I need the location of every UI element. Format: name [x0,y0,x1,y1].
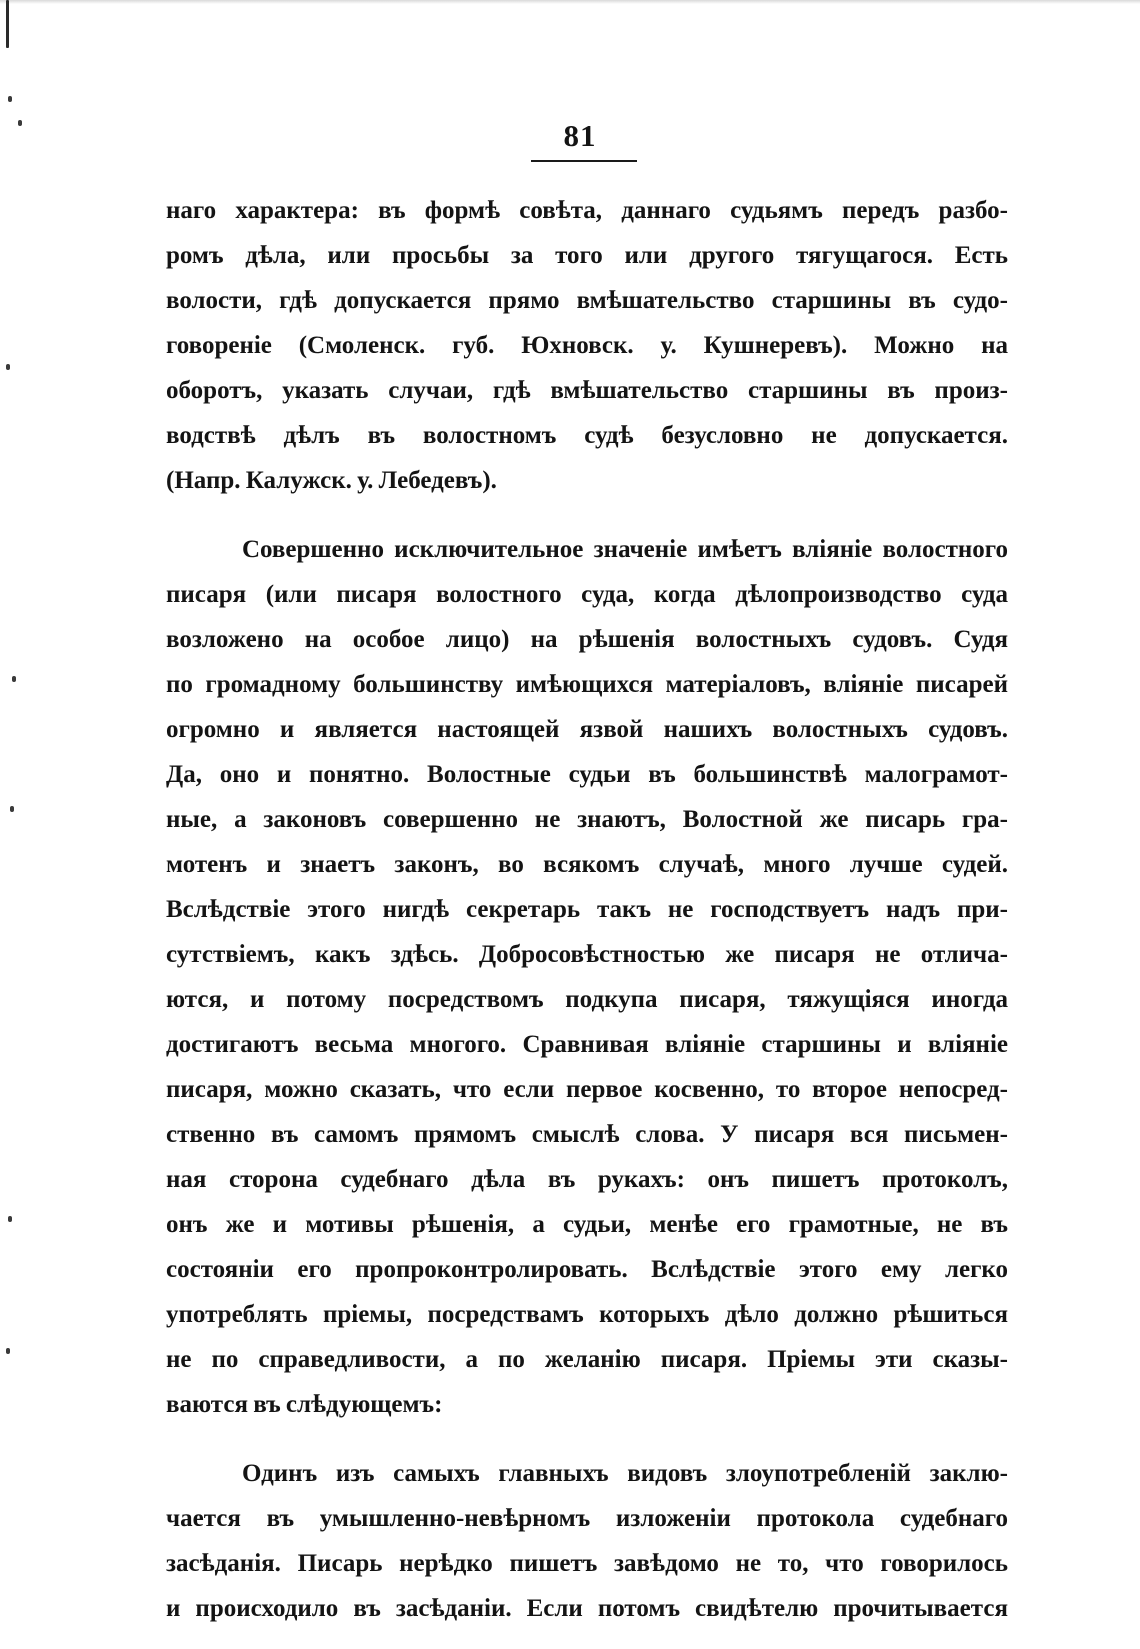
text-line: Вслѣдствіе этого нигдѣ секретарь такъ не господствуетъ надъ при- [166,896,1008,923]
scan-speck [10,806,14,812]
text-line: достигаютъ весьма многого. Сравнивая вліяніе старшины и вліяніе [166,1031,1008,1058]
page-number: 81 [563,118,597,153]
text-line: огромно и является настоящей язвой нашихъ волостныхъ судовъ. [166,716,1008,743]
text-line: засѣданія. Писарь нерѣдко пишетъ завѣдомо не то, что говорилось [166,1550,1008,1577]
scan-speck [8,96,12,102]
text-line: мотенъ и знаетъ законъ, во всякомъ случаѣ, много лучше судей. [166,851,1008,878]
text-line: ромъ дѣла, или просьбы за того или другого тягущагося. Есть [166,242,1008,269]
text-line: состояніи его пропроконтролировать. Вслѣдствіе этого ему легко [166,1256,1008,1283]
text-line: чается въ умышленно-невѣрномъ изложеніи протокола судебнаго [166,1505,1008,1532]
text-line: наго характера: въ формѣ совѣта, даннаго судьямъ передъ разбо- [166,197,1008,224]
text-line: писаря (или писаря волостного суда, когда дѣлопроизводство суда [166,581,1008,608]
text-line: по громадному большинству имѣющихся матеріаловъ, вліяніе писарей [166,671,1008,698]
text-line: сутствіемъ, какъ здѣсь. Добросовѣстностью же писаря не отлича- [166,941,1008,968]
text-line: писаря, можно сказать, что если первое косвенно, то второе непосред- [166,1076,1008,1103]
scan-speck [6,1348,10,1354]
text-line: ные, а законовъ совершенно не знаютъ, Волостной же писарь гра- [166,806,1008,833]
text-line: ются, и потому посредствомъ подкупа писаря, тяжущіяся иногда [166,986,1008,1013]
scan-speck [18,120,22,126]
text-line: онъ же и мотивы рѣшенія, а судьи, менѣе его грамотные, не въ [166,1211,1008,1238]
paragraph-gap [166,1427,1008,1451]
paragraph [166,1451,1008,1631]
scan-speck [12,676,16,682]
text-line: ваются въ слѣдующемъ: [166,1391,443,1418]
text-line: возложено на особое лицо) на рѣшенія волостныхъ судовъ. Судя [166,626,1008,653]
text-line: (Напр. Калужск. у. Лебедевъ). [166,467,497,494]
paragraph-gap [166,503,1008,527]
paragraph [166,527,1008,1427]
scan-specks [0,0,40,1649]
text-line: употреблять пріемы, посредствамъ которыхъ дѣло должно рѣшиться [166,1301,1008,1328]
text-line: оборотъ, указать случаи, гдѣ вмѣшательство старшины въ произ- [166,377,1008,404]
text-line: ственно въ самомъ прямомъ смыслѣ слова. У писаря вся письмен- [166,1121,1008,1148]
page-number-rule [531,160,637,162]
text-line: водствѣ дѣлъ въ волостномъ судѣ безусловно не допускается. [166,422,1008,449]
text-line: Совершенно исключительное значеніе имѣетъ вліяніе волостного [242,536,1008,563]
document-body [166,188,1008,1631]
text-line: ная сторона судебнаго дѣла въ рукахъ: онъ пишетъ протоколъ, [166,1166,1008,1193]
text-line: Одинъ изъ самыхъ главныхъ видовъ злоупотребленій заклю- [242,1460,1008,1487]
paragraph [166,188,1008,503]
text-line: не по справедливости, а по желанію писаря. Пріемы эти сказы- [166,1346,1008,1373]
scan-top-edge [0,0,1140,4]
text-line: волости, гдѣ допускается прямо вмѣшательство старшины въ судо- [166,287,1008,314]
scan-speck [6,364,10,370]
text-line: Да, оно и понятно. Волостные судьи въ большинствѣ малограмот- [166,761,1008,788]
scan-speck [8,1216,12,1222]
text-line: и происходило въ засѣданіи. Если потомъ свидѣтелю прочитывается [166,1595,1008,1622]
text-line: говореніе (Смоленск. губ. Юхновск. у. Кушнеревъ). Можно на [166,332,1008,359]
